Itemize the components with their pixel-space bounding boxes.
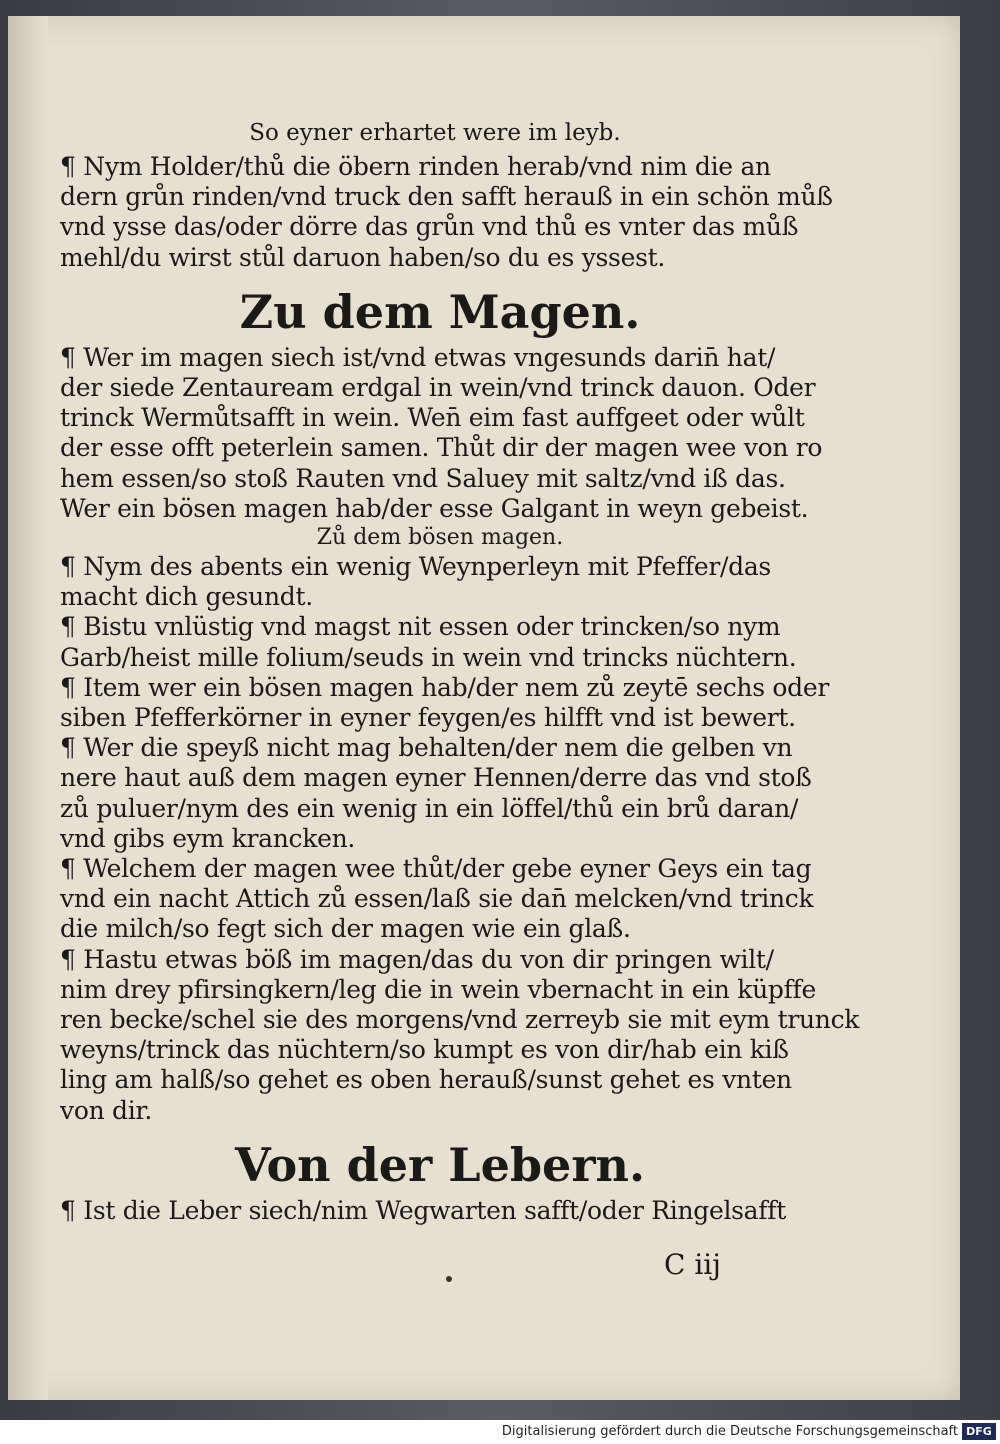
text-line: Wer ein bösen magen hab/der esse Galgant in weyn gebeist.	[60, 493, 809, 523]
text-line: von dir.	[60, 1095, 152, 1125]
text-line: siben Pfefferkörner in eyner feygen/es hilfft vnd ist bewert.	[60, 703, 796, 733]
text-line: ren becke/schel sie des morgens/vnd zerreyb sie mit eym trunck	[60, 1005, 860, 1035]
text-line: trinck Wermůtsafft in wein. Wen̄ eim fast auffgeet oder wůlt	[60, 403, 805, 433]
text-line: nim drey pfirsingkern/leg die in wein vbernacht in ein küpffe	[60, 974, 816, 1004]
text-line: ling am halß/so gehet es oben herauß/sunst gehet es vnten	[60, 1065, 792, 1095]
text-line: hem essen/so stoß Rauten vnd Saluey mit saltz/vnd iß das.	[60, 463, 786, 493]
subheading-boesen-magen: Zů dem bösen magen.	[316, 525, 564, 551]
text-line: der siede Zentauream erdgal in wein/vnd trinck dauon. Oder	[60, 373, 816, 403]
text-line: ¶ Nym des abents ein wenig Weynperleyn mit Pfeffer/das	[60, 552, 771, 582]
text-line: weyns/trinck das nüchtern/so kumpt es von dir/hab ein kiß	[60, 1035, 789, 1065]
text-line: ¶ Item wer ein bösen magen hab/der nem zů zeytē sechs oder	[60, 672, 830, 702]
page-text	[60, 120, 860, 1226]
text-line: dern grůn rinden/vnd truck den safft herauß in ein schön můß	[60, 182, 833, 212]
funding-credit: Digitalisierung gefördert durch die Deutsche Forschungsgemeinschaft	[501, 1424, 958, 1439]
text-line: vnd ein nacht Attich zů essen/laß sie dan̄ melcken/vnd trinck	[60, 884, 814, 914]
text-line: ¶ Nym Holder/thů die öbern rinden herab/vnd nim die an	[60, 152, 771, 181]
signature-mark: C iij	[664, 1248, 721, 1281]
text-line: zů puluer/nym des ein wenig in ein löffel/thů ein brů daran/	[60, 793, 799, 823]
text-line: ¶ Ist die Leber siech/nim Wegwarten safft/oder Ringelsafft	[60, 1195, 786, 1225]
section-heading-lebern: Von der Lebern.	[234, 1137, 646, 1192]
footer-bar	[0, 1420, 1000, 1444]
text-line: der esse offt peterlein samen. Thůt dir der magen wee von ro	[60, 433, 823, 463]
text-line: mehl/du wirst stůl daruon haben/so du es yssest.	[60, 242, 665, 272]
ink-dot	[446, 1276, 452, 1282]
text-line: nere haut auß dem magen eyner Hennen/derre das vnd stoß	[60, 763, 812, 793]
dfg-logo: DFG	[962, 1423, 996, 1440]
text-line: ¶ Wer im magen siech ist/vnd etwas vngesunds darin̄ hat/	[60, 342, 776, 372]
text-line: macht dich gesundt.	[60, 582, 313, 612]
running-head: So eyner erhartet were im leyb.	[249, 120, 621, 146]
text-line: Garb/heist mille folium/seuds in wein vnd trincks nüchtern.	[60, 642, 797, 672]
text-line: ¶ Hastu etwas böß im magen/das du von dir pringen wilt/	[60, 944, 774, 974]
text-line: ¶ Bistu vnlüstig vnd magst nit essen oder trincken/so nym	[60, 612, 781, 642]
text-line: vnd gibs eym krancken.	[60, 823, 356, 853]
page-gutter	[8, 16, 48, 1400]
text-line: ¶ Wer die speyß nicht mag behalten/der nem die gelben vn	[60, 733, 793, 763]
section-heading-magen: Zu dem Magen.	[239, 284, 641, 339]
text-line: ¶ Welchem der magen wee thůt/der gebe eyner Geys ein tag	[60, 854, 812, 884]
text-line: vnd ysse das/oder dörre das grůn vnd thů es vnter das můß	[60, 212, 799, 242]
text-line: die milch/so fegt sich der magen wie ein glaß.	[60, 914, 631, 944]
